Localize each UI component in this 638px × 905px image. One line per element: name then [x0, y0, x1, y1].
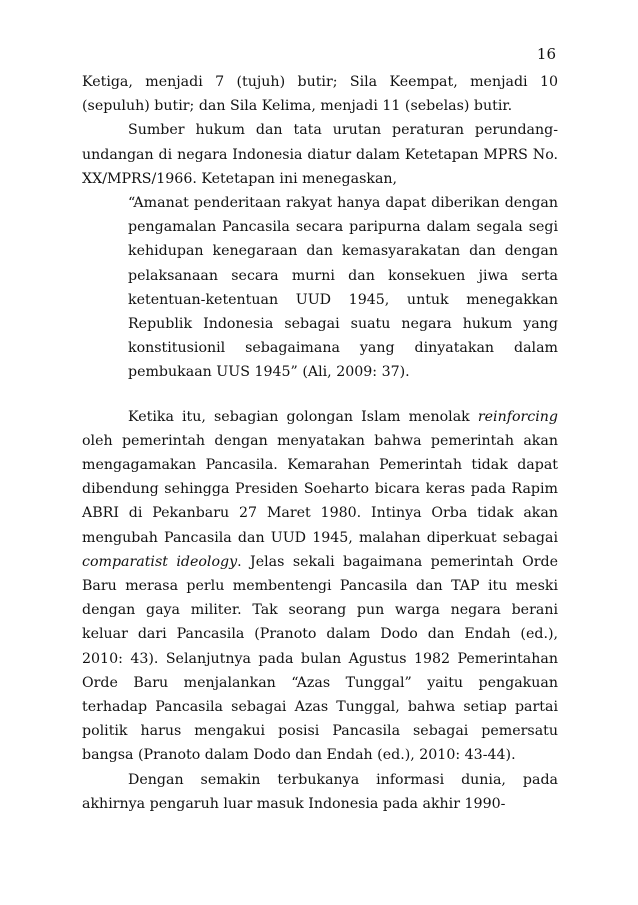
italic-term-comparatist-ideology: comparatist ideology	[82, 553, 238, 570]
paragraph-spacer	[82, 385, 558, 405]
page-body	[82, 70, 558, 816]
page-number: 16	[536, 45, 556, 63]
paragraph-global-information: Dengan semakin terbukanya informasi dunia, pada akhirnya pengaruh luar masuk Indonesia pada akhir 1990-	[82, 771, 558, 812]
italic-term-reinforcing: reinforcing	[477, 408, 558, 425]
paragraph-orde-baru	[82, 405, 558, 768]
paragraph-text: oleh pemerintah dengan menyatakan bahwa pemerintah akan mengagamakan Pancasila. Kemarahan Pemerintah tidak dapat dibendung sehingga Presiden Soeharto bicara keras pada Rapim ABRI di Pekanbaru 27 Maret 1980. Intinya Orba tidak akan mengubah Pancasila dan UUD 1945, malahan diperkuat sebagai	[82, 432, 558, 546]
block-quote: “Amanat penderitaan rakyat hanya dapat diberikan dengan pengamalan Pancasila secara paripurna dalam segala segi kehidupan kenegaraan dan kemasyarakatan dan dengan pelaksanaan secara murni dan konsekuen jiwa serta ketentuan-ketentuan UUD 1945, untuk menegakkan Republik Indonesia sebagai suatu negara hukum yang konstitusionil sebagaimana yang dinyatakan dalam pembukaan UUS 1945” (Ali, 2009: 37).	[128, 195, 558, 381]
paragraph-sila-counts: Ketiga, menjadi 7 (tujuh) butir; Sila Keempat, menjadi 10 (sepuluh) butir; dan Sila Kelima, menjadi 11 (sebelas) butir.	[82, 74, 558, 115]
paragraph-legal-sources: Sumber hukum dan tata urutan peraturan perundang-undangan di negara Indonesia diatur dalam Ketetapan MPRS No. XX/MPRS/1966. Ketetapan ini menegaskan,	[82, 122, 558, 187]
paragraph-text: Ketika itu, sebagian golongan Islam menolak	[128, 408, 478, 425]
paragraph-text: . Jelas sekali bagaimana pemerintah Orde Baru merasa perlu membentengi Pancasila dan TAP itu meski dengan gaya militer. Tak seorang pun warga negara berani keluar dari Pancasila (Pranoto dalam Dodo dan Endah (ed.), 2010: 43). Selanjutnya pada bulan Agustus 1982 Pemerintahan Orde Baru menjalankan “Azas Tunggal” yaitu pengakuan terhadap Pancasila sebagai Azas Tunggal, bahwa setiap partai politik harus mengakui posisi Pancasila sebagai pemersatu bangsa (Pranoto dalam Dodo dan Endah (ed.), 2010: 43-44).	[82, 553, 559, 764]
